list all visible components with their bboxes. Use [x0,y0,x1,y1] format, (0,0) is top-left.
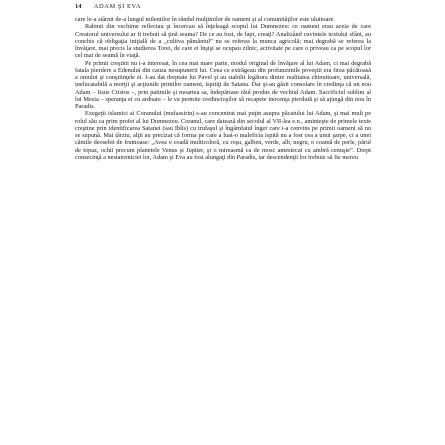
paragraph-4: Exegeţii islamici ai Coranului (mufassirin) s-au concentrat mai puţin asupra păcatului lui Adam, şi mai mult pe rolul său ca prim profet al lui Dumnezeu. Coranul, care datează din secolul al VII-lea e.n., aminteşte de primele texte creştine prin identificarea Satanei (sau Iblis) cu trufaşul şi îngâmfatul înger care i-a convins pe primii oameni să nu se supună. Mai târziu, alţii au precizat că forma pe care a luat-o maleficia ispită nu a fost cea a unui şarpe, ci a unei cămile deosebit de frumoase: „Avea o coadă multicoloră, cu roşu, galben, verde, alb, negru, o coamă de perle, părul de topaz, ochii precum planetele Venus şi Jupiter, şi o mireasmă ca de mosc amestecat cu ambră cenuşie”. Drept consecinţă a nestatorniciei lor, Adam şi Eva au fost alungaţi din Paradis, iar descendenţii lor trebuie să fie mereu [75,110,371,161]
running-title: ADAM ŞI EVA [93,3,142,10]
page-number: 14 [75,3,82,10]
paragraph-2: Rabinii din vechime reflectau şi încercau să înţeleagă scopul lui Dumnezeu: ce oameni erau aceia de care Creatorul universului ar fi trebuit să ţină seama? De ce au fost, de fapt, creaţi? Analizând cuvintele textului sfânt, au conchis că obligaţia iniţială de a „cultiva pământul” nu se referea la munca agricolă; mai degrabă se referea la învăţare, mai precis la studierea Torei, de care ei înşişi se ocupau zilnic, activitate pe care o priveau ca pe scopul lor cel mai de seamă în viaţă. [75,23,371,60]
paragraph-1: care le-a stârnit de-a lungul mileniilor în rândul mulţimilor de oameni şi al comunităţilor este uluitoare. [75,16,335,23]
body-text [75,16,371,161]
running-header [75,3,371,14]
paragraph-3: Pe primii creştini nu i-a interesat, în cea mai mare parte, modul original de învăţare al lui Adam, ci mai degrabă fatala pierdere a Edenului din cauza nesupunerii lui. Ceea ce extrăgeau din profunzimile poveştii era firea păcătoasă a omului şi conştiinţele ei. I-au dat dreptate lui Pavel şi au stabilit legătura dintre realitatea chinuitoare, universală, inelucatabilă a morţii şi acţiunile primilor oameni, ispitiţi de Satana. Dar şi-au găsit consolare în credinţa că un nou Adam – Iisus Cristos –, prin patimile şi moartea sa, îndepărtase răul produs de vechiul Adam. Sacrificiul sublim al lui Mesia – speranţa ei cu ardoare – le va permite credincioşilor să recapete inocenţa pierdută şi să ajungă din nou în Paradis. [75,59,371,110]
